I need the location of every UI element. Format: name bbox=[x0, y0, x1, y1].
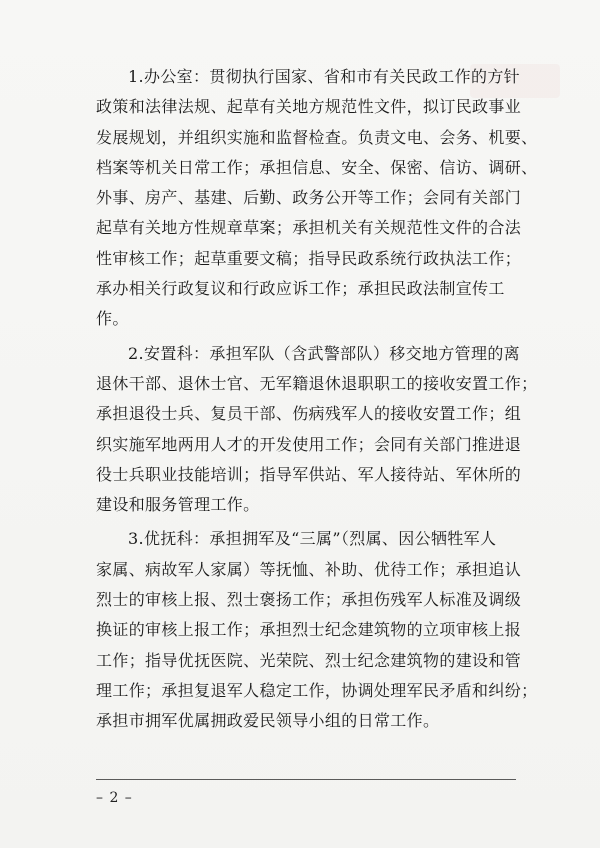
paragraph-office bbox=[96, 62, 538, 335]
text-line: 役士兵职业技能培训；指导军供站、军人接待站、军休所的 bbox=[96, 464, 522, 484]
paragraph-special-care bbox=[96, 524, 538, 736]
text-line: 建设和服务管理工作。 bbox=[96, 495, 260, 515]
text-line: 工作；指导优抚医院、光荣院、烈士纪念建筑物的建设和管 bbox=[96, 650, 522, 670]
text-line: 3.优抚科：承担拥军及“三属”（烈属、因公牺牲军人 bbox=[128, 529, 497, 549]
text-line: 2.安置科：承担军队（含武警部队）移交地方管理的离 bbox=[128, 343, 521, 363]
footer-divider bbox=[96, 779, 516, 780]
text-line: 档案等机关日常工作；承担信息、安全、保密、信访、调研、 bbox=[96, 157, 538, 177]
text-line: 换证的审核上报工作；承担烈士纪念建筑物的立项审核上报 bbox=[96, 620, 522, 640]
page-number: – 2 – bbox=[96, 790, 133, 806]
text-line: 织实施军地两用人才的开发使用工作；会同有关部门推进退 bbox=[96, 434, 522, 454]
text-line: 1.办公室：贯彻执行国家、省和市有关民政工作的方针 bbox=[128, 67, 521, 86]
text-line: 外事、房产、基建、后勤、政务公开等工作；会同有关部门 bbox=[96, 188, 522, 208]
text-line: 理工作；承担复退军人稳定工作，协调处理军民矛盾和纠纷； bbox=[96, 680, 538, 700]
text-line: 退休干部、退休士官、无军籍退休退职职工的接收安置工作； bbox=[96, 373, 538, 393]
text-line: 发展规划，并组织实施和监督检查。负责文电、会务、机要、 bbox=[96, 127, 538, 147]
text-line: 承担退役士兵、复员干部、伤病残军人的接收安置工作；组 bbox=[96, 404, 522, 424]
text-line: 承办相关行政复议和行政应诉工作；承担民政法制宣传工 bbox=[96, 279, 505, 299]
text-line: 作。 bbox=[96, 309, 129, 329]
text-line: 性审核工作；起草重要文稿；指导民政系统行政执法工作； bbox=[96, 248, 522, 268]
text-line: 承担市拥军优属拥政爱民领导小组的日常工作。 bbox=[96, 711, 440, 731]
paragraph-resettlement bbox=[96, 339, 538, 521]
text-line: 烈士的审核上报、烈士褒扬工作；承担伤残军人标准及调级 bbox=[96, 590, 522, 610]
document-body bbox=[96, 62, 538, 737]
text-line: 起草有关地方性规章草案；承担机关有关规范性文件的合法 bbox=[96, 218, 522, 238]
text-line: 家属、病故军人家属）等抚恤、补助、优待工作；承担追认 bbox=[96, 559, 522, 579]
text-line: 政策和法律法规、起草有关地方规范性文件，拟订民政事业 bbox=[96, 97, 522, 117]
